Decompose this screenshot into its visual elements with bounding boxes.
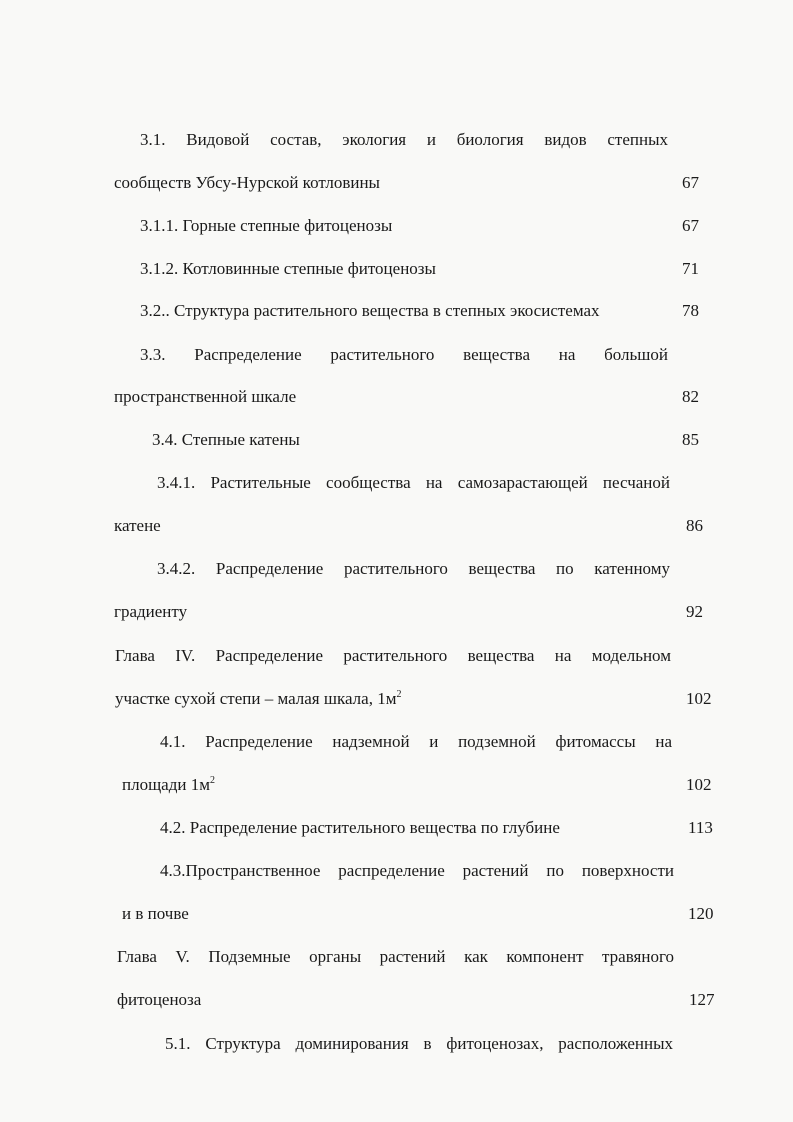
toc-entry-3-1-1: 3.1.1. Горные степные фитоценозы bbox=[140, 216, 393, 235]
toc-page-number: 86 bbox=[686, 516, 703, 535]
toc-chapter-5-line2: фитоценоза bbox=[117, 990, 202, 1009]
toc-page-number: 82 bbox=[682, 387, 699, 406]
toc-entry-4-1-line1: 4.1. Распределение надземной и подземной фитомассы на bbox=[160, 732, 672, 751]
toc-entry-3-4-1-line1: 3.4.1. Растительные сообщества на самозарастающей песчаной bbox=[157, 473, 670, 492]
toc-page-number: 102 bbox=[686, 689, 712, 708]
toc-entry-3-4-2-line1: 3.4.2. Распределение растительного вещества по катенному bbox=[157, 559, 670, 578]
toc-page-number: 102 bbox=[686, 775, 712, 794]
toc-page-number: 113 bbox=[688, 818, 713, 837]
toc-entry-3-1-line1: 3.1. Видовой состав, экология и биология видов степных bbox=[140, 130, 668, 149]
toc-page-number: 67 bbox=[682, 216, 699, 235]
toc-entry-3-4-2-line2: градиенту bbox=[114, 602, 188, 621]
toc-entry-4-3-line1: 4.3.Пространственное распределение растений по поверхности bbox=[160, 861, 674, 880]
toc-chapter-4-line1: Глава IV. Распределение растительного вещества на модельном bbox=[115, 646, 671, 665]
toc-entry-3-3-line1: 3.3. Распределение растительного вещества на большой bbox=[140, 345, 668, 364]
toc-page-number: 85 bbox=[682, 430, 699, 449]
toc-entry-3-4-1-line2: катене bbox=[114, 516, 161, 535]
toc-entry-5-1-line1: 5.1. Структура доминирования в фитоценозах, расположенных bbox=[165, 1034, 673, 1053]
toc-chapter-4-line2: участке сухой степи – малая шкала, $1м^2$ bbox=[115, 689, 402, 708]
toc-entry-4-1-line2: площади $1м^2$ bbox=[122, 775, 215, 794]
toc-entry-3-1-2: 3.1.2. Котловинные степные фитоценозы bbox=[140, 259, 436, 278]
toc-page-number: 127 bbox=[689, 990, 715, 1009]
toc-entry-3-2: 3.2.. Структура растительного вещества в степных экосистемах bbox=[140, 301, 600, 320]
toc-entry-4-2: 4.2. Распределение растительного вещества по глубине bbox=[160, 818, 560, 837]
toc-page-number: 92 bbox=[686, 602, 703, 621]
toc-entry-4-3-line2: и в почве bbox=[122, 904, 189, 923]
toc-entry-3-4: 3.4. Степные катены bbox=[152, 430, 300, 449]
toc-page-number: 67 bbox=[682, 173, 699, 192]
toc-page-number: 71 bbox=[682, 259, 699, 278]
toc-entry-3-1-line2: сообществ Убсу-Нурской котловины bbox=[114, 173, 380, 192]
toc-entry-3-3-line2: пространственной шкале bbox=[114, 387, 297, 406]
toc-chapter-5-line1: Глава V. Подземные органы растений как компонент травяного bbox=[117, 947, 674, 966]
toc-page-number: 120 bbox=[688, 904, 714, 923]
toc-page-number: 78 bbox=[682, 301, 699, 320]
